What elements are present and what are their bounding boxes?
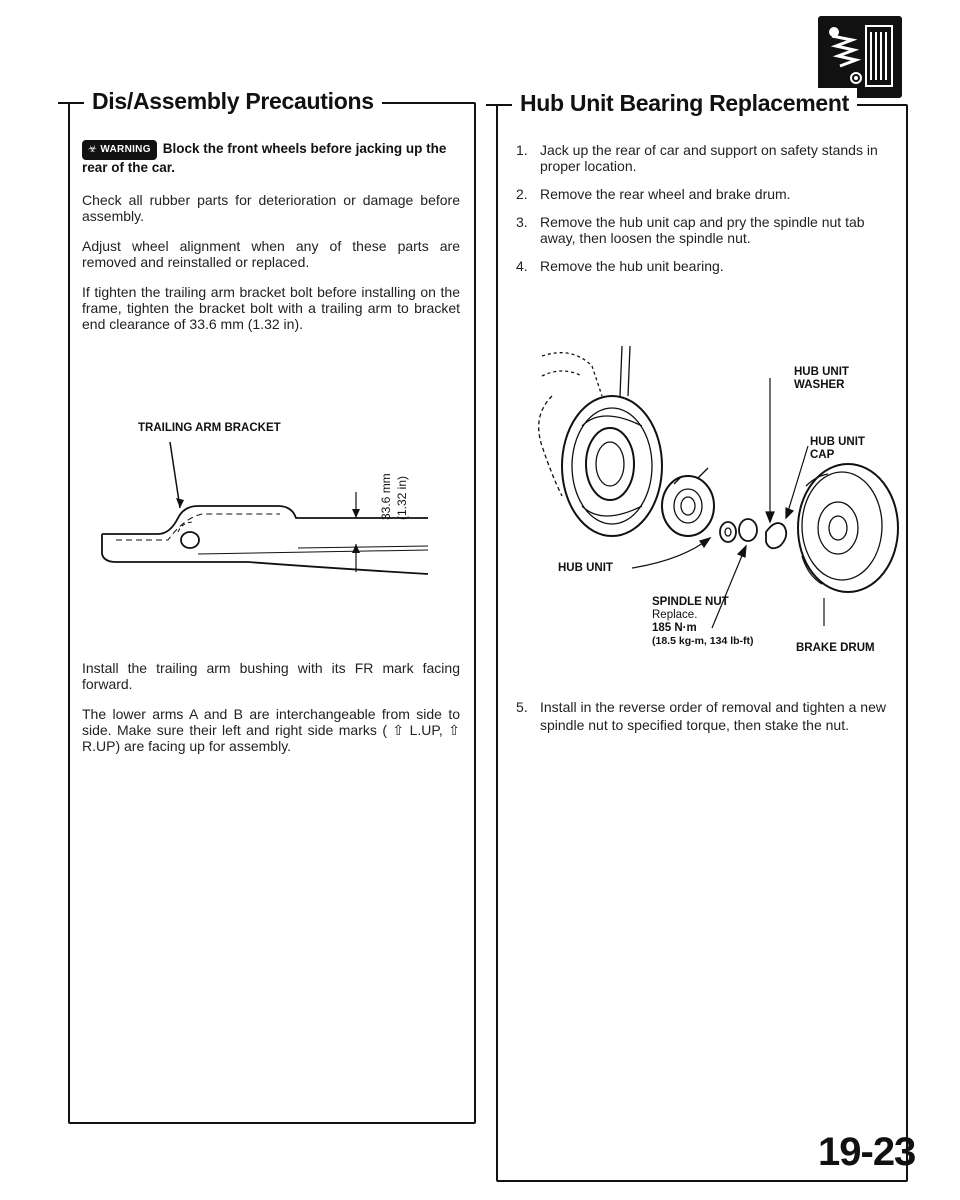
precautions-text	[82, 140, 460, 346]
para-bracket-bolt: If tighten the trailing arm bracket bolt before installing on the frame, tighten the bracket bolt with a trailing arm to bracket end clearance of 33.6 mm (1.32 in).	[82, 284, 460, 332]
label-hub-unit-washer	[794, 366, 849, 392]
bracket-drawing	[98, 422, 458, 612]
warning-badge: ☣ WARNING	[82, 140, 157, 160]
label-trailing-arm-bracket: TRAILING ARM BRACKET	[138, 422, 281, 434]
trailing-arm-bracket-figure	[98, 422, 458, 612]
step-number: 1.	[516, 142, 528, 158]
para-bushing-mark: Install the trailing arm bushing with its FR mark facing forward.	[82, 660, 460, 692]
step-text: Remove the hub unit bearing.	[540, 258, 724, 274]
dim-in: (1.32 in)	[395, 475, 409, 520]
step-item	[516, 186, 886, 202]
step-text: Install in the reverse order of removal and tighten a new spindle nut to specified torque, then stake the nut.	[540, 699, 886, 733]
label-line: CAP	[810, 449, 835, 461]
step-item	[516, 142, 886, 174]
para-rubber-parts: Check all rubber parts for deterioration or damage before assembly.	[82, 192, 460, 224]
procedure-steps	[516, 142, 886, 286]
step-item	[516, 698, 886, 734]
step-number: 2.	[516, 186, 528, 202]
step-number: 3.	[516, 214, 528, 230]
step-number: 5.	[516, 699, 528, 715]
label-brake-drum: BRAKE DRUM	[796, 642, 875, 654]
label-line: HUB UNIT	[794, 366, 849, 378]
label-line: SPINDLE NUT	[652, 596, 729, 608]
title-dash	[58, 102, 72, 104]
step-item	[516, 214, 886, 246]
dim-mm: 33.6 mm	[379, 473, 393, 520]
hub-bearing-replacement-panel	[496, 90, 908, 1182]
panel-title-hub-bearing: Hub Unit Bearing Replacement	[512, 88, 857, 118]
step-text: Remove the rear wheel and brake drum.	[540, 186, 791, 202]
label-line: WASHER	[794, 379, 845, 391]
warning-badge-label: WARNING	[100, 144, 151, 155]
step-number: 4.	[516, 258, 528, 274]
step-text: Remove the hub unit cap and pry the spindle nut tab away, then loosen the spindle nut.	[540, 214, 865, 246]
step-item	[516, 258, 886, 274]
label-line: HUB UNIT	[810, 436, 865, 448]
suspension-shock-icon	[818, 16, 902, 98]
page-number: 19-23	[818, 1130, 916, 1174]
panel-title-precautions: Dis/Assembly Precautions	[84, 86, 382, 116]
label-line: (18.5 kg-m, 134 lb-ft)	[652, 635, 754, 647]
disassembly-precautions-panel	[68, 88, 476, 1124]
label-line: Replace.	[652, 609, 698, 621]
para-wheel-alignment: Adjust wheel alignment when any of these parts are removed and reinstalled or replaced.	[82, 238, 460, 270]
warning-note	[82, 140, 460, 176]
hub-unit-exploded-figure	[502, 336, 902, 666]
para-lower-arms: The lower arms A and B are interchangeable from side to side. Make sure their left and right side marks ( ⇧ L.UP, ⇧ R.UP) are facing up for assembly.	[82, 706, 460, 754]
label-hub-unit: HUB UNIT	[558, 562, 613, 574]
step-text: Jack up the rear of car and support on safety stands in proper location.	[540, 142, 878, 174]
label-line: 185 N·m	[652, 622, 697, 634]
label-spindle-nut	[652, 596, 754, 648]
warning-text: Block the front wheels before jacking up the rear of the car.	[82, 141, 447, 175]
label-hub-unit-cap	[810, 436, 865, 462]
bushing-notes	[82, 660, 460, 768]
title-dash	[486, 104, 500, 106]
